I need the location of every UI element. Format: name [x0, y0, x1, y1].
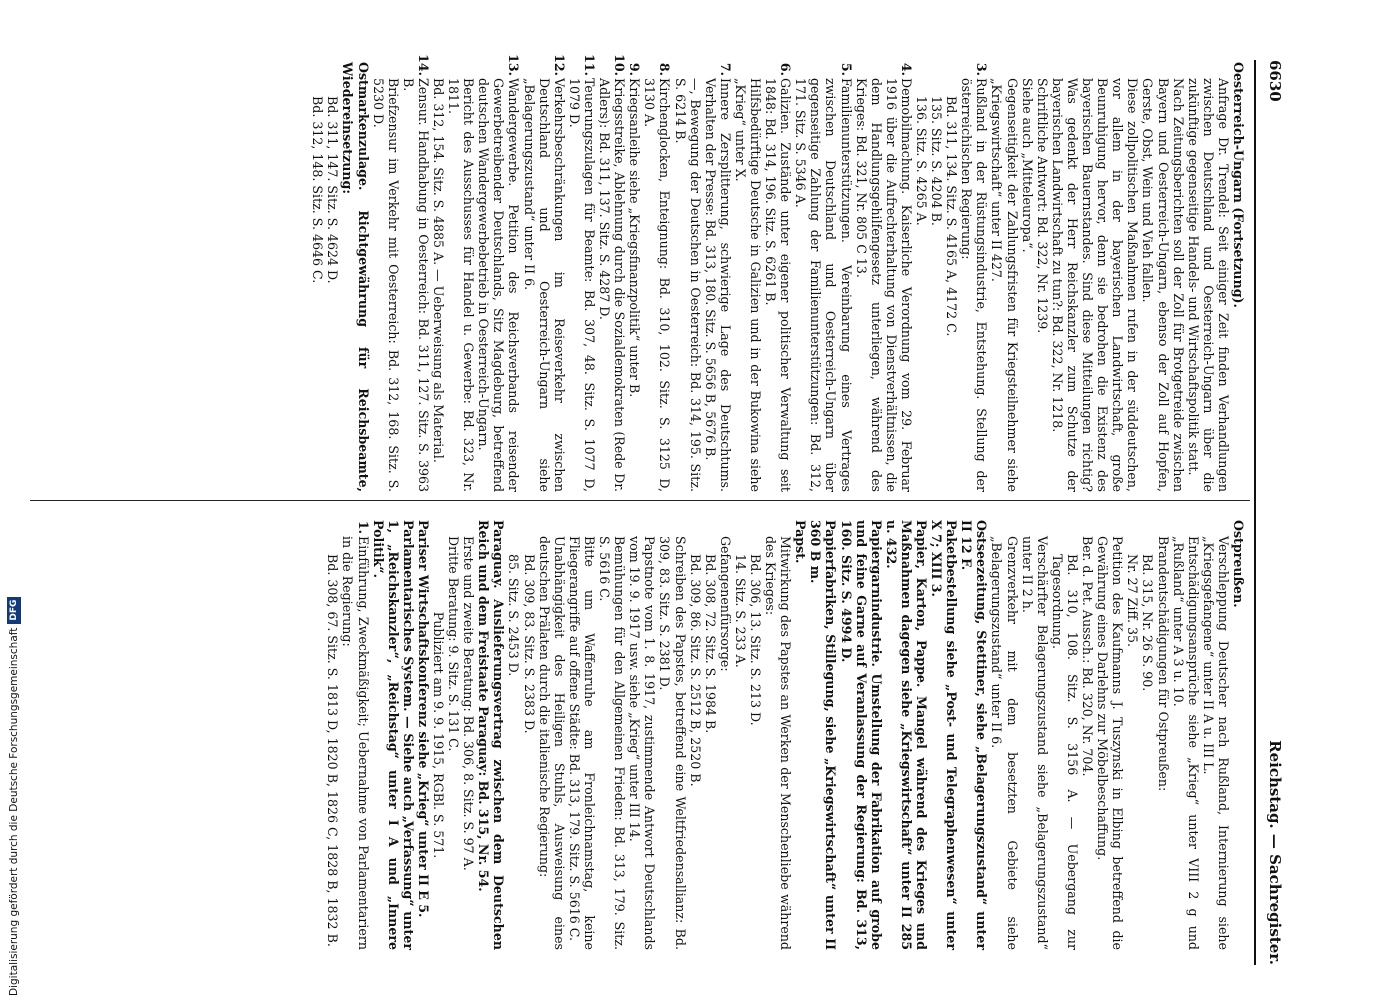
- right-sub-entry: Ber. d. Pet. Aussch.: Bd. 320, Nr. 704.: [1080, 536, 1096, 777]
- entry-number: 5.: [838, 62, 854, 76]
- left-sub-entry: Gegenseitigkeit der Zahlungsfristen für Kriegsteilnehmer siehe „Kriegswirtschaft“ unter II 427.: [989, 78, 1020, 492]
- right-sub-entry: Verschärfter Belagerungszustand siehe „Belagerungszustand“ unter II 2 h.: [1019, 536, 1050, 950]
- right-keyword-entry: [929, 520, 959, 950]
- column-divider: [30, 500, 1250, 501]
- entry-text: Kirchenglocken, Enteignung: Bd. 310, 102. Sitz. S. 3125 D, 3130 A.: [642, 78, 673, 492]
- keyword-text: Ostpreußen.: [1231, 520, 1246, 608]
- entry-text: Zensur. Handhabung in Oesterreich: Bd. 311, 127. Sitz. S. 3963 B.: [400, 78, 431, 492]
- entry-number: 12.: [551, 54, 567, 76]
- keyword-text: Parlamentarisches System. — Siehe auch „Verfassung“ unter 1, „Reichskanzler“, „Reichstag“ unter I A und „Innere Politik“.: [370, 520, 416, 950]
- entry-number: 7.: [717, 62, 733, 76]
- right-reference-line: Bd. 308, 67. Sitz. S. 1813 D, 1820 B, 1826 C, 1828 B, 1832 B.: [325, 554, 341, 947]
- page-header: [1260, 60, 1290, 965]
- entry-text: Familienunterstützungen. Vereinbarung eines Vertrages zwischen Deutschland und Oesterreich-Ungarn über gegenseitige Zahlung der Familienunterstützungen: Bd. 312, 171. Sitz. S. 5346 A.: [793, 78, 854, 492]
- right-reference-line: 85. Sitz. S. 2453 D.: [506, 554, 522, 677]
- keyword-text: Papiergarnindustrie. Umstellung der Fabrikation auf grobe und feine Garne auf Veranlassung der Regierung: Bd. 313, 160. Sitz. S. 4994 D.: [838, 520, 884, 950]
- entry-number: 4.: [898, 62, 914, 76]
- header-rule: [1254, 60, 1256, 965]
- right-publication-line: Publiziert am 9. 9. 1915, RGBl. S. 571.: [431, 611, 447, 859]
- page-number: 6630: [1266, 60, 1284, 102]
- left-keyword-entry: [340, 62, 370, 492]
- right-keyword-entry: [476, 520, 506, 950]
- left-numbered-entry: [642, 62, 672, 492]
- entry-number: 6.: [778, 62, 794, 76]
- entry-number: 11.: [581, 54, 597, 76]
- entry-number: 8.: [657, 62, 673, 76]
- right-sub-entry: Gefangenenfürsorge:: [717, 536, 733, 672]
- entry-text: Rußland in der Rüstungsindustrie, Entstehung. Stellung der österreichischen Regierung:: [959, 78, 990, 492]
- right-keyword-entry: [793, 520, 808, 950]
- left-numbered-entry: [703, 62, 733, 492]
- left-sub-entry: Anfrage Dr. Trendel: Seit einiger Zeit finden Verhandlungen zwischen Deutschland und Oesterreich-Ungarn über die zukünftige gegenseitige Handels- und Wirtschaftspolitik statt.: [1185, 78, 1231, 492]
- right-reference-line: Bd. 315, Nr. 26 S. 90.: [1140, 554, 1156, 692]
- right-reference-line: 14. Sitz. S. 233 A.: [732, 554, 748, 668]
- keyword-text: Oesterreich-Ungarn (Fortsetzung).: [1231, 62, 1246, 308]
- right-sub-entry: Bemühungen für den Allgemeinen Frieden: Bd. 313, 179. Sitz. S. 5616 C.: [597, 536, 628, 950]
- keyword-text: Ostmarkenzulage. Richtgewährung für Reichsbeamte, Wiedereinsetzung:: [340, 62, 371, 492]
- left-reference-line: Bd. 312, 148. Sitz. S. 4646 C.: [310, 96, 326, 284]
- left-reference-line: 136. Sitz. S. 4265 A.: [914, 96, 930, 226]
- entry-number: 13.: [506, 54, 522, 76]
- keyword-text: Pariser Wirtschaftskonferenz siehe „Krieg“ unter II E 5.: [415, 520, 431, 918]
- left-numbered-entry: [627, 62, 642, 492]
- right-column: [325, 520, 1246, 950]
- left-numbered-entry: [763, 62, 793, 492]
- keyword-text: Paraguay. Auslieferungsvertrag zwischen dem Deutschen Reich und dem Freistaate Paraguay: Bd. 315, Nr. 54.: [476, 520, 507, 950]
- entry-text: Verkehrsbeschränkungen im Reiseverkehr zwischen Deutschland und Oesterreich-Ungarn siehe „Belagerungszustand“ unter II 6.: [521, 78, 567, 492]
- right-keyword-entry: [1231, 520, 1246, 950]
- left-reference-line: Bd. 311, 147. Sitz. S. 4624 D.: [325, 96, 341, 284]
- left-numbered-entry: [793, 62, 853, 492]
- right-sub-entry: Mitwirkung des Papstes an Werken der Menschenliebe während des Krieges:: [763, 536, 794, 950]
- right-sub-entry: Dritte Beratung: 9. Sitz. S. 131 C.: [446, 536, 462, 752]
- left-sub-entry: Diese zollpolitischen Maßnahmen rufen in der süddeutschen, vor allem in der bayerischen Landwirtschaft, große Beunruhigung hervor, denn sie bedrohen die Existenz des bayerischen Bauernstandes. Sind diese Mitteilungen richtig? Was gedenkt der Herr Reichskanzler zum Schutze der bayerischen Landwirtschaft zu tun?: Bd. 322, Nr. 1218.: [1049, 78, 1141, 492]
- right-keyword-entry: [808, 520, 838, 950]
- right-numbered-entry: [340, 520, 370, 950]
- right-sub-entry: Bitte um Waffenruhe am Fronleichnamstag, keine Fliegerangriffe auf offene Städte: Bd. 313, 179. Sitz. S. 5616 C.: [566, 536, 597, 950]
- entry-text: Kriegsstreike, Ablehnung durch die Sozialdemokraten (Rede Dr. Adlers): Bd. 311, 137. Sitz. S. 4287 D.: [597, 78, 628, 492]
- page-title: Reichstag. — Sachregister.: [1266, 740, 1284, 965]
- left-numbered-entry: [566, 54, 597, 492]
- left-numbered-entry: [521, 54, 567, 492]
- entry-text: Teuerungszulagen für Beamte: Bd. 307, 48. Sitz. S. 1077 D, 1079 D.: [566, 78, 597, 492]
- right-sub-entry: Erste und zweite Beratung: Bd. 306, 8. Sitz. S. 97 A.: [461, 536, 477, 871]
- right-reference-line: Nr. 27 Ziff. 35.: [1125, 554, 1141, 648]
- entry-text: Einführung, Zweckmäßigkeit; Uebernahme von Parlamentariern in die Regierung:: [340, 536, 371, 950]
- left-reference-line: Bd. 311, 134. Sitz. S. 4165 A, 4172 C.: [944, 96, 960, 337]
- right-keyword-entry: [884, 520, 929, 950]
- keyword-text: Ostseezeitung, Stettiner, siehe „Belagerungszustand“ unter II 12 F.: [959, 520, 990, 950]
- left-column: [310, 54, 1246, 492]
- footer-credit: [4, 0, 24, 996]
- entry-text: Galizien. Zustände unter eigener politischer Verwaltung seit 1848: Bd. 314, 196. Sitz. S. 6261 B.: [763, 78, 794, 492]
- left-sub-entry: Briefzensur im Verkehr mit Oesterreich: Bd. 312, 168. Sitz. S. 5230 D.: [370, 78, 401, 492]
- left-numbered-entry: [597, 54, 628, 492]
- entry-number: 10.: [612, 54, 628, 76]
- entry-text: Innere Zersplitterung, schwierige Lage des Deutschtums. Verhalten der Presse: Bd. 313, 180. Sitz. S. 5656 B, 5676 B.: [702, 78, 733, 492]
- left-sub-entry: Bericht des Ausschusses für Handel u. Gewerbe: Bd. 323, Nr. 1811.: [446, 78, 477, 492]
- entry-number: 14.: [415, 54, 431, 76]
- right-reference-line: Bd. 309, 83. Sitz. S. 2383 D.: [521, 554, 537, 734]
- left-numbered-entry: [854, 62, 914, 492]
- right-reference-line: Bd. 308, 72. Sitz. S. 1984 B.: [702, 554, 718, 734]
- right-keyword-entry: [959, 520, 989, 950]
- entry-text: Kriegsanleihe siehe „Kriegsfinanzpolitik“ unter B.: [627, 78, 643, 398]
- right-sub-entry: Schreiben des Papstes, betreffend eine Weltfriedensallianz: Bd. 309, 83. Sitz. S. 2381 D.: [657, 536, 688, 950]
- left-sub-entry: Nach Zeitungsberichten soll der Zoll für Brotgetreide zwischen Bayern und Oesterreich-Ungarn, ebenso der Zoll auf Hopfen, Gerste, Obst, Wein und Vieh fallen.: [1140, 78, 1186, 492]
- left-sub-entry: Bd. 312, 154. Sitz. S. 4885 A. — Ueberweisung als Material.: [431, 78, 447, 463]
- keyword-text: Papst.: [793, 520, 809, 564]
- right-sub-entry: Verschleppung Deutscher nach Rußland, Internierung siehe „Kriegsgefangene“ unter II A u. III L.: [1200, 536, 1231, 950]
- keyword-text: Papierfabriken, Stillegung, siehe „Kriegswirtschaft“ unter II 360 B m.: [808, 520, 839, 950]
- right-sub-entry: Papstnote vom 1. 8. 1917, zustimmende Antwort Deutschlands vom 19. 9. 1917 usw. siehe „Krieg“ unter III 14.: [627, 536, 658, 950]
- right-sub-entry: Petition des Kaufmanns J. Tuszynski in Elbing betreffend die Gewährung eines Darlehns zur Möbelbeschaffung.: [1095, 536, 1126, 950]
- left-keyword-entry: [1231, 62, 1246, 492]
- right-reference-line: Bd. 306, 13. Sitz. S. 213 D.: [748, 554, 763, 726]
- right-sub-entry: Entschädigungsansprüche siehe „Krieg“ unter VIII 2 g und „Rußland“ unter A 3 u. 10.: [1170, 536, 1201, 950]
- left-numbered-entry: [400, 54, 431, 492]
- right-sub-entry: Unabhängigkeit des Heiligen Stuhls, Ausweisung eines deutschen Prälaten durch die italienische Regierung:: [536, 536, 567, 950]
- dfg-logo: DFG: [7, 597, 21, 624]
- right-sub-entry: Grenzverkehr mit dem besetzten Gebiete siehe „Belagerungszustand“ unter II 6.: [989, 536, 1020, 950]
- right-keyword-entry: [371, 520, 416, 950]
- right-reference-line: Bd. 310, 108. Sitz. S. 3156 A. — Uebergang zur Tagesordnung.: [1049, 554, 1080, 950]
- left-sub-entry: Siehe auch „Mitteleuropa“.: [1019, 78, 1035, 253]
- entry-number: 1.: [355, 520, 371, 534]
- entry-text: Demobilmachung. Kaiserliche Verordnung vom 29. Februar 1916 über die Aufrechterhaltung von Dienstverhältnissen, die dem Handlungsgehilfengesetz unterliegen, während des Krieges: Bd. 321, Nr. 805 C 13.: [853, 78, 914, 492]
- left-sub-entry: —, Bewegung der Deutschen in Oesterreich: Bd. 314, 195. Sitz. S. 6214 B.: [672, 78, 703, 492]
- right-sub-entry: Brandentschädigungen für Ostpreußen:: [1155, 536, 1171, 792]
- entry-text: Wandergewerbe. Petition des Reichsverbands reisender Gewerbetreibender Deutschlands, Sitz Magdeburg, betreffend deutschen Wandergewerbebetrieb in Oesterreich-Ungarn.: [476, 78, 522, 492]
- footer-text: Digitalisierung gefördert durch die Deutsche Forschungsgemeinschaft: [8, 627, 20, 996]
- right-keyword-entry: [838, 520, 883, 950]
- right-keyword-entry: [416, 520, 431, 950]
- entry-number: 9.: [627, 62, 643, 76]
- left-reference-line: 135. Sitz. S. 4204 B.: [929, 96, 945, 226]
- entry-number: 3.: [974, 62, 990, 76]
- keyword-text: Paketbestellung siehe „Post- und Telegraphenwesen“ unter X 7; XIII 3.: [929, 520, 960, 950]
- keyword-text: Papier, Karton, Pappe. Mangel während des Krieges und Maßnahmen dagegen siehe „Kriegswirtschaft“ unter II 285 u. 432.: [883, 520, 930, 950]
- left-sub-entry: Hilfsbedürftige Deutsche in Galizien und in der Bukowina siehe „Krieg“ unter X.: [732, 78, 763, 492]
- left-numbered-entry: [476, 54, 522, 492]
- left-numbered-entry: [959, 62, 989, 492]
- right-reference-line: Bd. 309, 86. Sitz. S. 2512 B, 2520 B.: [687, 554, 703, 787]
- left-sub-entry: Schriftliche Antwort: Bd. 322, Nr. 1239.: [1034, 78, 1050, 334]
